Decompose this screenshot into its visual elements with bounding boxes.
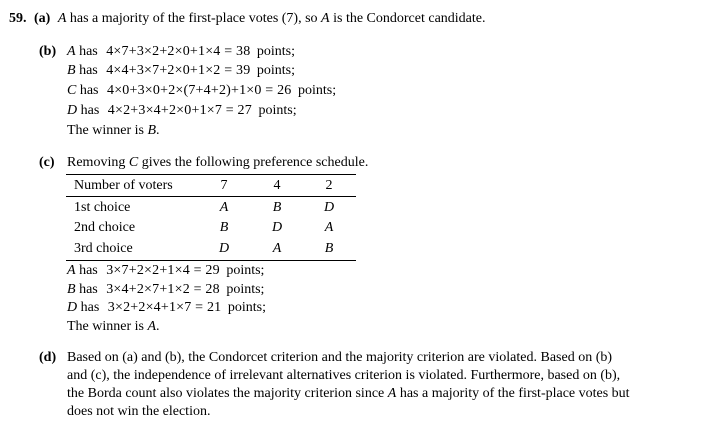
- candidate: B: [67, 282, 76, 297]
- part-a-text: has a majority of the first-place votes (7), so: [69, 11, 318, 26]
- candidate: B: [67, 63, 76, 78]
- cell-2-1: B: [219, 220, 229, 235]
- candidate: D: [67, 103, 78, 118]
- has-word: has: [79, 63, 98, 78]
- header-voters-1: 7: [220, 178, 228, 193]
- part-d-line-1: Based on (a) and (b), the Condorcet criterion and the majority criterion are violated. Based on (b): [67, 350, 613, 365]
- score-expression: 4×0+3×0+2×(7+4+2)+1×0 = 26: [107, 83, 292, 98]
- problem-a-line: [9, 11, 486, 27]
- row-label-2: 2nd choice: [74, 220, 136, 235]
- part-b-line-1: [67, 44, 295, 60]
- part-b-line-2: [67, 63, 295, 79]
- part-d-line-3: [67, 386, 630, 402]
- has-word: has: [79, 44, 98, 59]
- cell-1-1: A: [219, 200, 229, 215]
- part-b-line-3: [67, 83, 336, 99]
- part-c-label: (c): [39, 155, 55, 170]
- points-word: points;: [227, 300, 266, 315]
- line3-candidate: A: [387, 386, 397, 401]
- has-word: has: [79, 282, 98, 297]
- row-label-3: 3rd choice: [74, 241, 133, 256]
- winner-prefix: The winner is: [67, 319, 144, 334]
- score-expression: 3×4+2×7+1×2 = 28: [106, 282, 220, 297]
- table-top-rule: [66, 174, 356, 175]
- cell-2-2: D: [271, 220, 283, 235]
- points-word: points;: [256, 44, 296, 59]
- points-word: points;: [226, 263, 265, 278]
- header-voters-3: 2: [325, 178, 333, 193]
- table-bottom-rule: [66, 260, 356, 261]
- intro-suffix: gives the following preference schedule.: [141, 155, 369, 170]
- winner: A: [147, 319, 157, 334]
- part-b-winner: [67, 123, 160, 139]
- part-b-line-4: [67, 103, 297, 119]
- candidate: A: [67, 263, 76, 278]
- part-c-winner: [67, 319, 160, 335]
- part-d-label: (d): [39, 350, 57, 365]
- score-expression: 4×2+3×4+2×0+1×7 = 27: [107, 103, 252, 118]
- has-word: has: [79, 83, 99, 98]
- intro-candidate: C: [128, 155, 139, 170]
- winner: B: [147, 123, 157, 138]
- score-expression: 4×4+3×7+2×0+1×2 = 39: [106, 63, 251, 78]
- candidate: D: [67, 300, 78, 315]
- header-label: Number of voters: [74, 178, 173, 193]
- score-expression: 3×7+2×2+1×4 = 29: [106, 263, 220, 278]
- candidate: C: [67, 83, 77, 98]
- points-word: points;: [258, 103, 297, 118]
- winner-suffix: .: [156, 319, 160, 334]
- intro-prefix: Removing: [67, 155, 126, 170]
- part-c-intro: [67, 155, 368, 171]
- points-word: points;: [256, 63, 296, 78]
- points-word: points;: [298, 83, 337, 98]
- cell-1-3: D: [323, 200, 335, 215]
- row-label-1: 1st choice: [74, 200, 131, 215]
- score-expression: 3×2+2×4+1×7 = 21: [107, 300, 222, 315]
- cell-3-3: B: [324, 241, 334, 256]
- candidate-a-2: A: [321, 11, 330, 26]
- part-b-label: (b): [39, 44, 57, 59]
- part-d-line-2: and (c), the independence of irrelevant alternatives criterion is violated. Furthermore, based on (b),: [67, 368, 621, 383]
- part-c-line-1: [67, 263, 264, 279]
- part-c-line-2: [67, 282, 264, 298]
- winner-prefix: The winner is: [67, 123, 144, 138]
- winner-suffix: .: [156, 123, 160, 138]
- points-word: points;: [226, 282, 265, 297]
- has-word: has: [80, 103, 100, 118]
- line3-text: the Borda count also violates the majority criterion since: [67, 386, 385, 401]
- cell-1-2: B: [272, 200, 282, 215]
- score-expression: 4×7+3×2+2×0+1×4 = 38: [106, 44, 251, 59]
- part-a-text-end: is the Condorcet candidate.: [333, 11, 486, 26]
- has-word: has: [80, 300, 100, 315]
- candidate-a: A: [57, 11, 67, 26]
- part-c-line-3: [67, 300, 266, 316]
- part-d-line-4: does not win the election.: [67, 404, 211, 419]
- problem-number: 59.: [9, 11, 27, 26]
- header-voters-2: 4: [273, 178, 281, 193]
- part-a-label: (a): [34, 11, 51, 26]
- cell-2-3: A: [324, 220, 334, 235]
- candidate: A: [67, 44, 76, 59]
- cell-3-2: A: [272, 241, 282, 256]
- cell-3-1: D: [218, 241, 230, 256]
- table-header-rule: [66, 196, 356, 197]
- has-word: has: [79, 263, 98, 278]
- line3-rest: has a majority of the first-place votes but: [399, 386, 630, 401]
